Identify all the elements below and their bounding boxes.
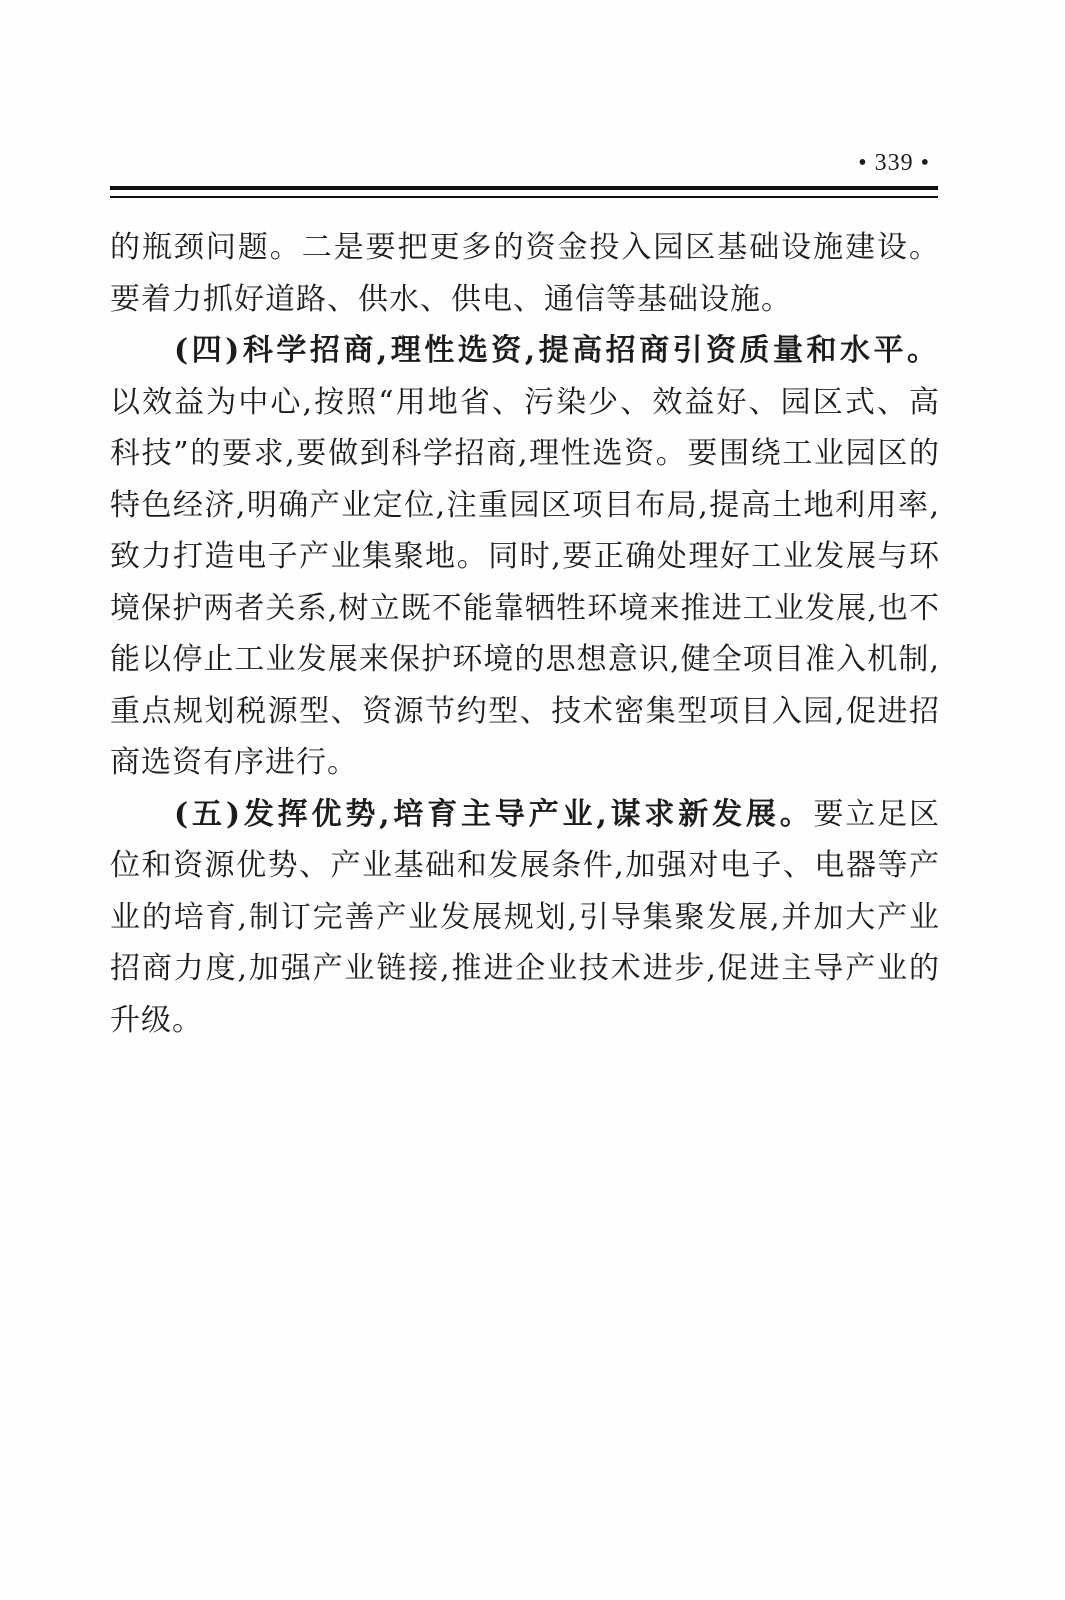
paragraph-section-4 — [110, 325, 940, 789]
paragraph-continued — [110, 222, 940, 325]
paragraph-text: 要立足区位和资源优势、产业基础和发展条件,加强对电子、电器等产业的培育,制订完善产业发展规划,引导集聚发展,并加大产业招商力度,加强产业链接,推进企业技术进步,促进主导产业的升级。 — [110, 796, 940, 1038]
header-rule-thin — [110, 196, 938, 198]
header-rule-thick — [110, 186, 938, 190]
page-number: • 339 • — [858, 150, 930, 176]
section-heading: (五)发挥优势,培育主导产业,谋求新发展。 — [174, 796, 814, 832]
paragraph-text: 的瓶颈问题。二是要把更多的资金投入园区基础设施建设。要着力抓好道路、供水、供电、通信等基础设施。 — [110, 230, 940, 317]
section-heading: (四)科学招商,理性选资,提高招商引资质量和水平。 — [174, 333, 940, 368]
paragraph-text: 以效益为中心,按照“用地省、污染少、效益好、园区式、高科技”的要求,要做到科学招商,理性选资。要围绕工业园区的特色经济,明确产业定位,注重园区项目布局,提高土地利用率,致力打造电子产业集聚地。同时,要正确处理好工业发展与环境保护两者关系,树立既不能靠牺牲环境来推进工业发展,也不能以停止工业发展来保护环境的思想意识,健全项目准入机制,重点规划税源型、资源节约型、技术密集型项目入园,促进招商选资有序进行。 — [110, 384, 940, 780]
body-text — [110, 222, 940, 1046]
paragraph-section-5 — [110, 789, 940, 1047]
